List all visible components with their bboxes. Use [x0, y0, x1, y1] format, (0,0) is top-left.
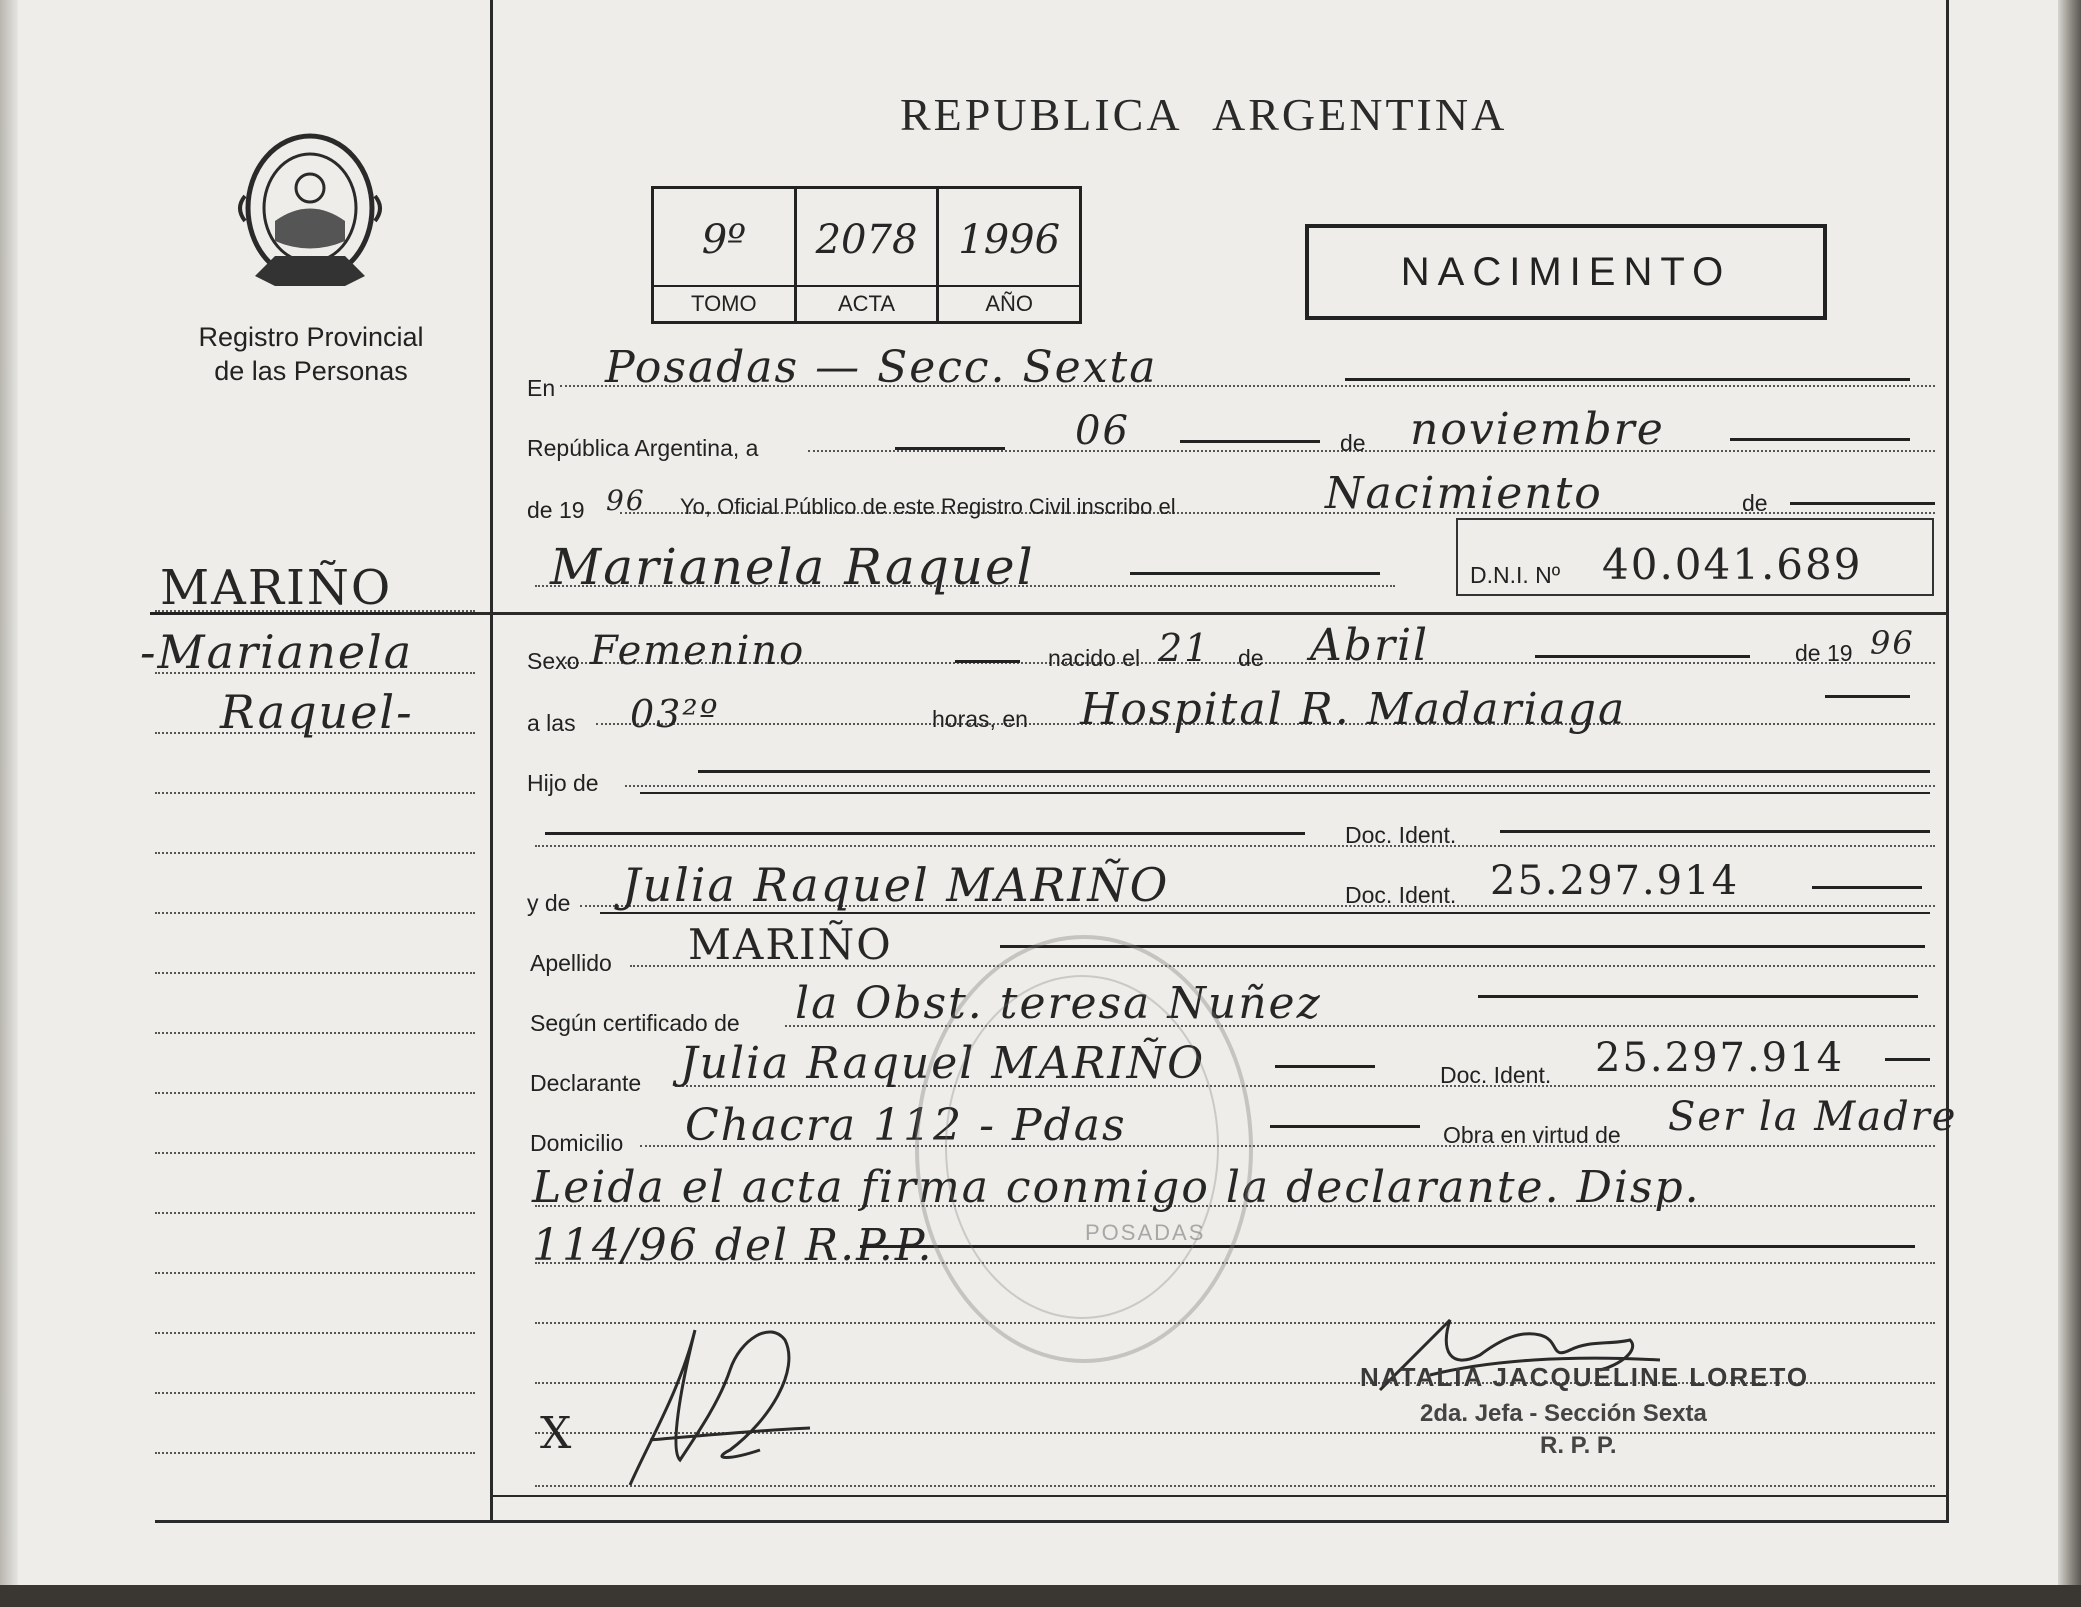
- dni-value: 40.041.689: [1602, 540, 1863, 589]
- label-en: En: [527, 375, 556, 401]
- registry-name-line2: de las Personas: [214, 356, 408, 386]
- line-dash: [640, 792, 1930, 794]
- label-nacido-el: nacido el: [1048, 645, 1141, 671]
- acta-reference-box: [651, 186, 1082, 324]
- declarante-doc-value: 25.297.914: [1595, 1035, 1845, 1081]
- label-de: de: [1340, 430, 1366, 456]
- provincial-seal-logo: [235, 126, 385, 291]
- tomo-value: 9º: [701, 217, 746, 263]
- label-apellido: Apellido: [530, 950, 612, 976]
- label-declarante: Declarante: [530, 1070, 642, 1096]
- lugar-value: Posadas — Secc. Sexta: [605, 342, 1158, 393]
- label-dni: D.N.I. Nº: [1470, 562, 1561, 588]
- lugar-nacimiento-value: Hospital R. Madariaga: [1080, 684, 1627, 735]
- margin-given-name-1: -Marianela: [140, 625, 414, 679]
- label-horas-en: horas, en: [932, 706, 1028, 732]
- line-dash: [1812, 886, 1922, 889]
- label-a-las: a las: [527, 710, 576, 736]
- anio-cell: [939, 189, 1079, 321]
- margin-line: [155, 972, 475, 974]
- section-divider: [150, 612, 1949, 615]
- dia-value: 06: [1075, 408, 1130, 454]
- margin-line: [155, 1452, 475, 1454]
- mes-value: noviembre: [1410, 404, 1665, 455]
- acto-value: Nacimiento: [1325, 468, 1603, 519]
- label-y-de: y de: [527, 890, 571, 916]
- margin-line: [155, 1212, 475, 1214]
- page-bottom-edge: [0, 1585, 2081, 1607]
- label-domicilio: Domicilio: [530, 1130, 624, 1156]
- label-obra: Obra en virtud de: [1443, 1122, 1621, 1148]
- form-line: [808, 450, 1935, 452]
- bottom-frame-line: [155, 1520, 1949, 1523]
- acta-label: ACTA: [797, 285, 937, 321]
- margin-line: [155, 1032, 475, 1034]
- certificado-value: la Obst. teresa Nuñez: [795, 978, 1322, 1029]
- margin-line: [155, 912, 475, 914]
- label-de-2: de: [1742, 490, 1768, 516]
- line-dash: [1130, 572, 1380, 575]
- label-de-19b: de 19: [1795, 640, 1853, 666]
- domicilio-value: Chacra 112 - Pdas: [685, 1100, 1127, 1151]
- nacido-mes-value: Abril: [1310, 620, 1430, 671]
- hora-value: 03²º: [630, 692, 720, 736]
- line-dash: [1500, 830, 1930, 833]
- nacido-anio-value: 96: [1870, 624, 1915, 662]
- line-dash: [1825, 695, 1910, 698]
- tomo-cell: [654, 189, 797, 321]
- registry-name-line1: Registro Provincial: [198, 322, 424, 352]
- margin-surname: MARIÑO: [160, 560, 393, 616]
- margin-line: [155, 1332, 475, 1334]
- declarant-signature: [530, 1310, 890, 1500]
- margin-line: [155, 1272, 475, 1274]
- line-dash: [1478, 995, 1918, 998]
- label-doc-ident-3: Doc. Ident.: [1440, 1062, 1552, 1088]
- anio-value: 1996: [958, 217, 1061, 263]
- anio-suffix-value: 96: [606, 484, 646, 517]
- madre-doc-value: 25.297.914: [1490, 858, 1740, 904]
- officer-office: R. P. P.: [1540, 1432, 1617, 1459]
- line-dash: [1730, 438, 1910, 441]
- form-line: [535, 845, 1935, 847]
- officer-name: NATALIA JACQUELINE LORETO: [1360, 1362, 1810, 1392]
- line-dash: [1535, 655, 1750, 658]
- line-dash: [1885, 1058, 1930, 1061]
- margin-line: [155, 852, 475, 854]
- margin-line: [155, 792, 475, 794]
- margin-line: [155, 1392, 475, 1394]
- line-dash: [698, 770, 1930, 773]
- label-de-mes: de: [1238, 645, 1264, 671]
- line-dash: [1345, 378, 1910, 381]
- acta-value: 2078: [815, 217, 918, 263]
- margin-given-name-2: Raquel-: [220, 685, 414, 739]
- official-signature: [1370, 1300, 1670, 1410]
- declarante-value: Julia Raquel MARIÑO: [680, 1038, 1206, 1089]
- document-type: NACIMIENTO: [1400, 249, 1732, 294]
- nota-linea-1: Leida el acta firma conmigo la declarante. Disp.: [532, 1162, 1701, 1213]
- officer-title: 2da. Jefa - Sección Sexta: [1420, 1400, 1707, 1427]
- label-segun: Según certificado de: [530, 1010, 740, 1036]
- page-right-edge: [2058, 0, 2081, 1607]
- margin-surname-underline: [150, 612, 400, 615]
- nota-linea-2: 114/96 del R.P.P.: [532, 1220, 934, 1271]
- declarant-x-mark: X: [540, 1408, 574, 1459]
- margin-line: [155, 1092, 475, 1094]
- nombre-value: Marianela Raquel: [550, 538, 1035, 596]
- registry-name: [170, 320, 452, 388]
- document-type-box: [1305, 224, 1827, 320]
- line-dash: [895, 447, 1005, 450]
- virtud-value: Ser la Madre: [1668, 1094, 1958, 1140]
- right-frame-line: [1946, 0, 1949, 1520]
- book-spine: [0, 0, 18, 1585]
- official-stamp-inner-ring: [945, 975, 1219, 1319]
- page-title: REPUBLICA ARGENTINA: [900, 89, 1508, 140]
- label-sexo: Sexo: [527, 648, 580, 674]
- line-dash: [1270, 1125, 1420, 1128]
- apellido-value: MARIÑO: [688, 920, 893, 969]
- acta-cell: [797, 189, 940, 321]
- line-dash: [600, 912, 1930, 914]
- label-hijo-de: Hijo de: [527, 770, 599, 796]
- anio-label: AÑO: [939, 285, 1079, 321]
- margin-line: [155, 1152, 475, 1154]
- line-dash: [1180, 440, 1320, 443]
- line-dash: [1790, 502, 1935, 505]
- form-line: [625, 785, 1935, 787]
- label-doc-ident-1: Doc. Ident.: [1345, 822, 1457, 848]
- label-de-19: de 19: [527, 497, 585, 523]
- label-yo-oficial: Yo, Oficial Público de este Registro Civil inscribo el: [680, 494, 1176, 519]
- nacido-dia-value: 21: [1158, 626, 1211, 670]
- tomo-label: TOMO: [654, 285, 794, 321]
- line-dash: [955, 660, 1020, 663]
- stamp-text: POSADAS: [1085, 1220, 1206, 1245]
- sexo-value: Femenino: [590, 628, 806, 674]
- label-republica: República Argentina, a: [527, 435, 759, 461]
- left-column-divider: [490, 0, 493, 1520]
- line-dash: [1275, 1065, 1375, 1068]
- madre-value: Julia Raquel MARIÑO: [622, 858, 1170, 912]
- line-dash: [545, 832, 1305, 835]
- label-doc-ident-2: Doc. Ident.: [1345, 882, 1457, 908]
